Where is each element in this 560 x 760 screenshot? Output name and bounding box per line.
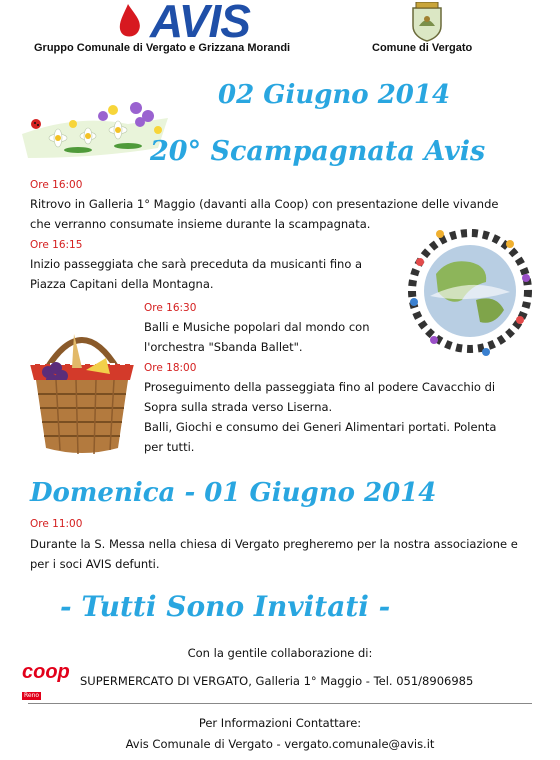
program-line: Balli, Giochi e consumo dei Generi Alimentari portati. Polenta [144,420,497,434]
program-line: che verranno consumate insieme durante la scampagnata. [30,217,371,231]
coop-logo [22,661,70,699]
program-text [144,317,404,357]
divider [28,703,532,704]
program-text [144,377,544,457]
comune-subtitle: Comune di Vergato [372,42,473,54]
sunday-headline: Domenica - 01 Giugno 2014 [30,478,437,508]
coop-logo-sub: Reno [24,692,40,699]
picnic-basket-illustration [26,310,138,460]
globe-people-illustration [400,222,540,360]
program-line: Piazza Capitani della Montagna. [30,277,214,291]
comune-crest-icon [410,2,444,42]
sunday-text [30,534,550,574]
coop-logo-text: coop [22,661,70,683]
program-line: Ritrovo in Galleria 1° Maggio (davanti alla Coop) con presentazione delle vivande [30,197,499,211]
avis-logo-text: AVIS [150,0,250,47]
program-line: Inizio passeggiata che sarà preceduta da musicanti fino a [30,257,363,271]
sponsor-text: SUPERMERCATO DI VERGATO, Galleria 1° Maggio - Tel. 051/8906985 [80,674,474,688]
time-label: Ore 18:00 [144,362,197,374]
time-label: Ore 16:15 [30,239,83,251]
group-subtitle: Gruppo Comunale di Vergato e Grizzana Morandi [34,42,291,54]
footer-contact: Avis Comunale di Vergato - vergato.comunale@avis.it [125,737,435,751]
program-line: per tutti. [144,440,195,454]
event-headline: 20° Scampagnata Avis [150,136,486,167]
program-line: Sopra sulla strada verso Liserna. [144,400,333,414]
program-line: Proseguimento della passeggiata fino al podere Cavacchio di [144,380,496,394]
invite-headline: - Tutti Sono Invitati - [60,590,391,623]
collab-intro: Con la gentile collaborazione di: [187,646,373,660]
sunday-line: per i soci AVIS defunti. [30,557,160,571]
time-label: Ore 11:00 [30,518,83,530]
program-text [30,254,390,294]
date-headline: 02 Giugno 2014 [218,80,451,110]
program-line: Balli e Musiche popolari dal mondo con [144,320,370,334]
time-label: Ore 16:30 [144,302,197,314]
program-line: l'orchestra "Sbanda Ballet". [144,340,303,354]
sunday-line: Durante la S. Messa nella chiesa di Vergato pregheremo per la nostra associazione e [30,537,518,551]
time-label: Ore 16:00 [30,179,83,191]
footer-intro: Per Informazioni Contattare: [198,716,362,730]
